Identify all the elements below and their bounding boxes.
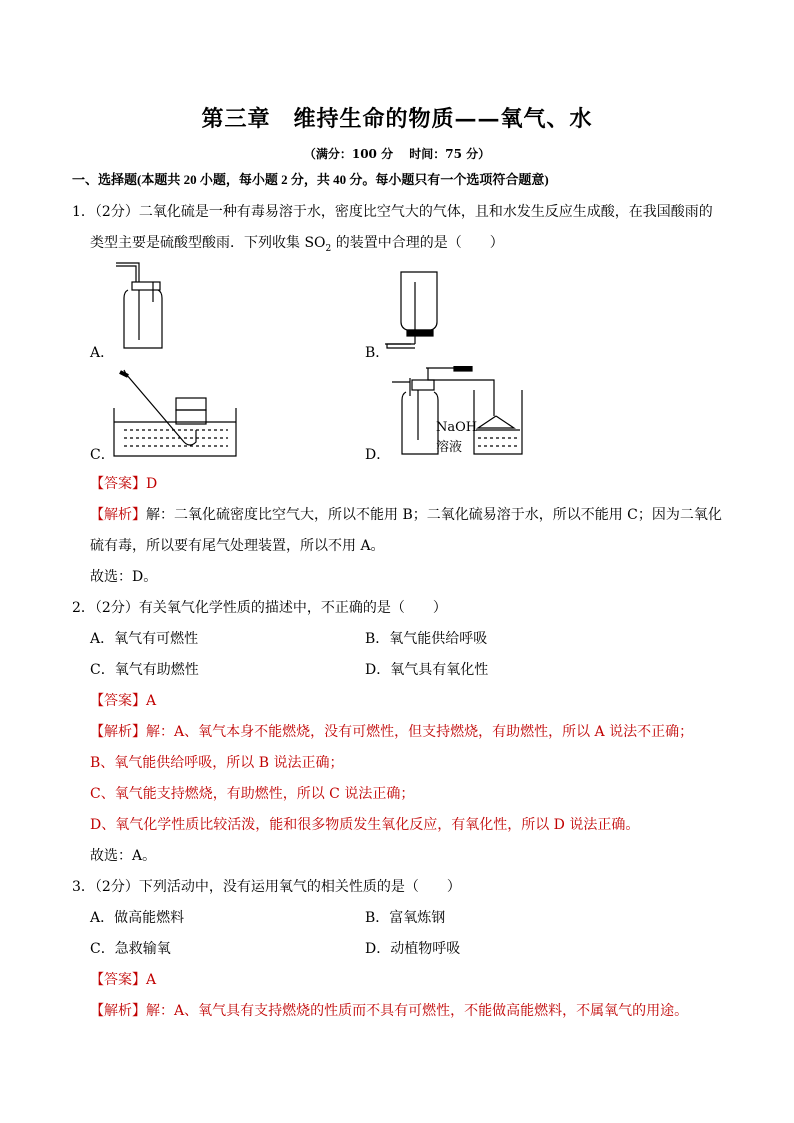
question-1-option-d: D． (365, 447, 391, 463)
question-3-analysis-line1: 【解析】解：A、氧气具有支持燃烧的性质而不具有可燃性，不能做高能燃料，不属氧气的用途。 (90, 1003, 689, 1019)
question-1-option-c: C． (90, 447, 115, 463)
page-title: 第三章 维持生命的物质——氧气、水 (201, 106, 593, 132)
question-2-answer: 【答案】A (90, 693, 157, 709)
question-1-answer: 【答案】D (90, 476, 158, 492)
question-2-option-c: C．氧气有助燃性 (90, 662, 199, 678)
apparatus-b-figure (385, 268, 455, 352)
naoh-label: NaOH (436, 420, 478, 435)
question-2-stem: 2．（2分）有关氧气化学性质的描述中，不正确的是（ ） (72, 600, 447, 616)
question-3-answer: 【答案】A (90, 972, 157, 988)
question-3-option-c: C．急救输氧 (90, 941, 171, 957)
exam-info: （满分：100 分 时间：75 分） (303, 147, 491, 161)
section-heading: 一、选择题(本题共 20 小题，每小题 2 分，共 40 分。每小题只有一个选项符合题意) (72, 172, 549, 187)
apparatus-d-figure (390, 366, 540, 458)
solution-label: 溶液 (436, 440, 463, 455)
apparatus-a-figure (110, 262, 180, 354)
question-2-analysis-line2: B、氧气能供给呼吸，所以 B 说法正确； (90, 755, 344, 771)
question-1-analysis-line1: 【解析】解：二氧化硫密度比空气大，所以不能用 B；二氧化硫易溶于水，所以不能用 C；因为二氧化 (90, 507, 722, 523)
question-2-option-a: A．氧气有可燃性 (90, 631, 199, 647)
question-1-option-b: B． (365, 345, 390, 361)
question-2-analysis-line3: C、氧气能支持燃烧，有助燃性，所以 C 说法正确； (90, 786, 415, 802)
question-1-analysis-line2: 硫有毒，所以要有尾气处理装置，所以不用 A。 (90, 538, 385, 554)
question-2-option-d: D．氧气具有氧化性 (365, 662, 489, 678)
question-2-option-b: B．氧气能供给呼吸 (365, 631, 488, 647)
question-3-option-d: D．动植物呼吸 (365, 941, 461, 957)
question-1-option-a: A． (90, 345, 115, 361)
question-3-stem: 3．（2分）下列活动中，没有运用氧气的相关性质的是（ ） (72, 879, 461, 895)
question-1-stem-line1: 1．（2分）二氧化硫是一种有毒易溶于水，密度比空气大的气体，且和水发生反应生成酸，在我国酸雨的 (72, 204, 713, 220)
apparatus-c-figure (112, 368, 242, 464)
question-3-option-a: A．做高能燃料 (90, 910, 185, 926)
question-1-stem-line2: 类型主要是硫酸型酸雨．下列收集 $SO_2$ 的装置中合理的是（ ） (90, 235, 504, 254)
question-2-conclusion: 故选：A。 (90, 848, 157, 864)
question-2-analysis-line4: D、氧气化学性质比较活泼，能和很多物质发生氧化反应，有氧化性，所以 D 说法正确。 (90, 817, 640, 833)
question-3-option-b: B．富氧炼钢 (365, 910, 446, 926)
question-2-analysis-line1: 【解析】解：A、氧气本身不能燃烧，没有可燃性，但支持燃烧，有助燃性，所以 A 说法不正确； (90, 724, 694, 740)
question-1-conclusion: 故选：D。 (90, 569, 158, 585)
